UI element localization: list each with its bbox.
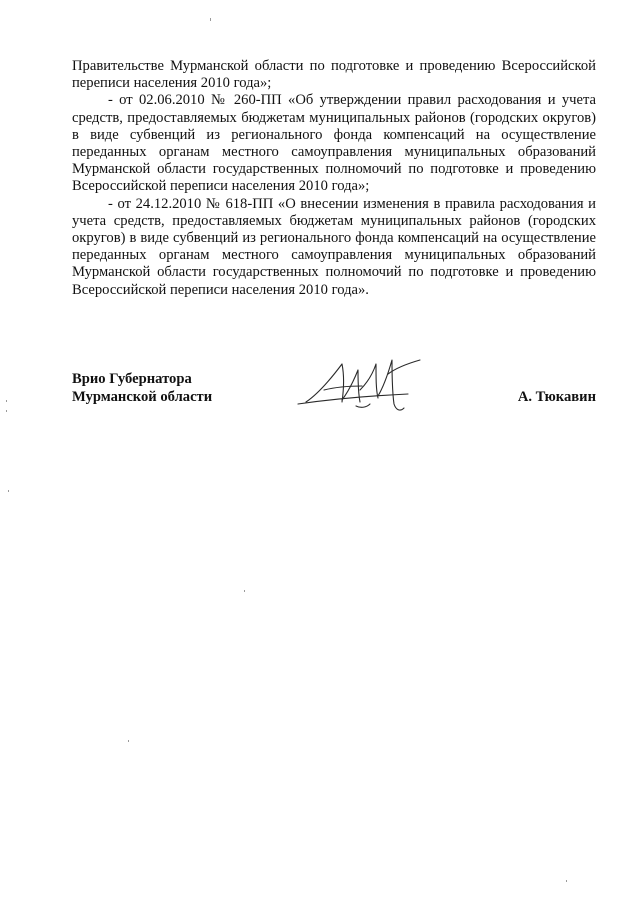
- handwritten-signature: [296, 350, 426, 420]
- signatory-name: А. Тюкавин: [517, 389, 596, 405]
- signatory-title: [72, 370, 212, 406]
- scan-speck: [6, 400, 7, 402]
- scan-speck: [8, 490, 9, 492]
- document-body: [72, 58, 596, 299]
- paragraph-item-260-pp: - от 02.06.2010 № 260-ПП «Об утверждении правил расходования и учета средств, предоставляемых бюджетам муниципальных районов (городских округов) в виде субвенций из регионального фонда компенсаций на осуществление переданных органам местного самоуправления муниципальных образований Мурманской области государственных полномочий по подготовке и проведению Всероссийской переписи населения 2010 года»;: [72, 92, 596, 195]
- paragraph-continuation: Правительстве Мурманской области по подготовке и проведению Всероссийской переписи населения 2010 года»;: [72, 58, 596, 92]
- scan-speck: [210, 18, 211, 21]
- signatory-title-line2: Мурманской области: [72, 389, 213, 405]
- paragraph-item-618-pp: - от 24.12.2010 № 618-ПП «О внесении изменения в правила расходования и учета средств, предоставляемых бюджетам муниципальных районов (городских округов) в виде субвенций из регионального фонда компенсаций на осуществление переданных органам местного самоуправления муниципальных образований Мурманской области государственных полномочий по подготовке и проведению Всероссийской переписи населения 2010 года».: [72, 195, 596, 298]
- scan-speck: [244, 590, 245, 592]
- scan-speck: [128, 740, 129, 742]
- scan-speck: [6, 410, 7, 412]
- scan-speck: [566, 880, 567, 882]
- signatory-title-line1: Врио Губернатора: [72, 371, 192, 387]
